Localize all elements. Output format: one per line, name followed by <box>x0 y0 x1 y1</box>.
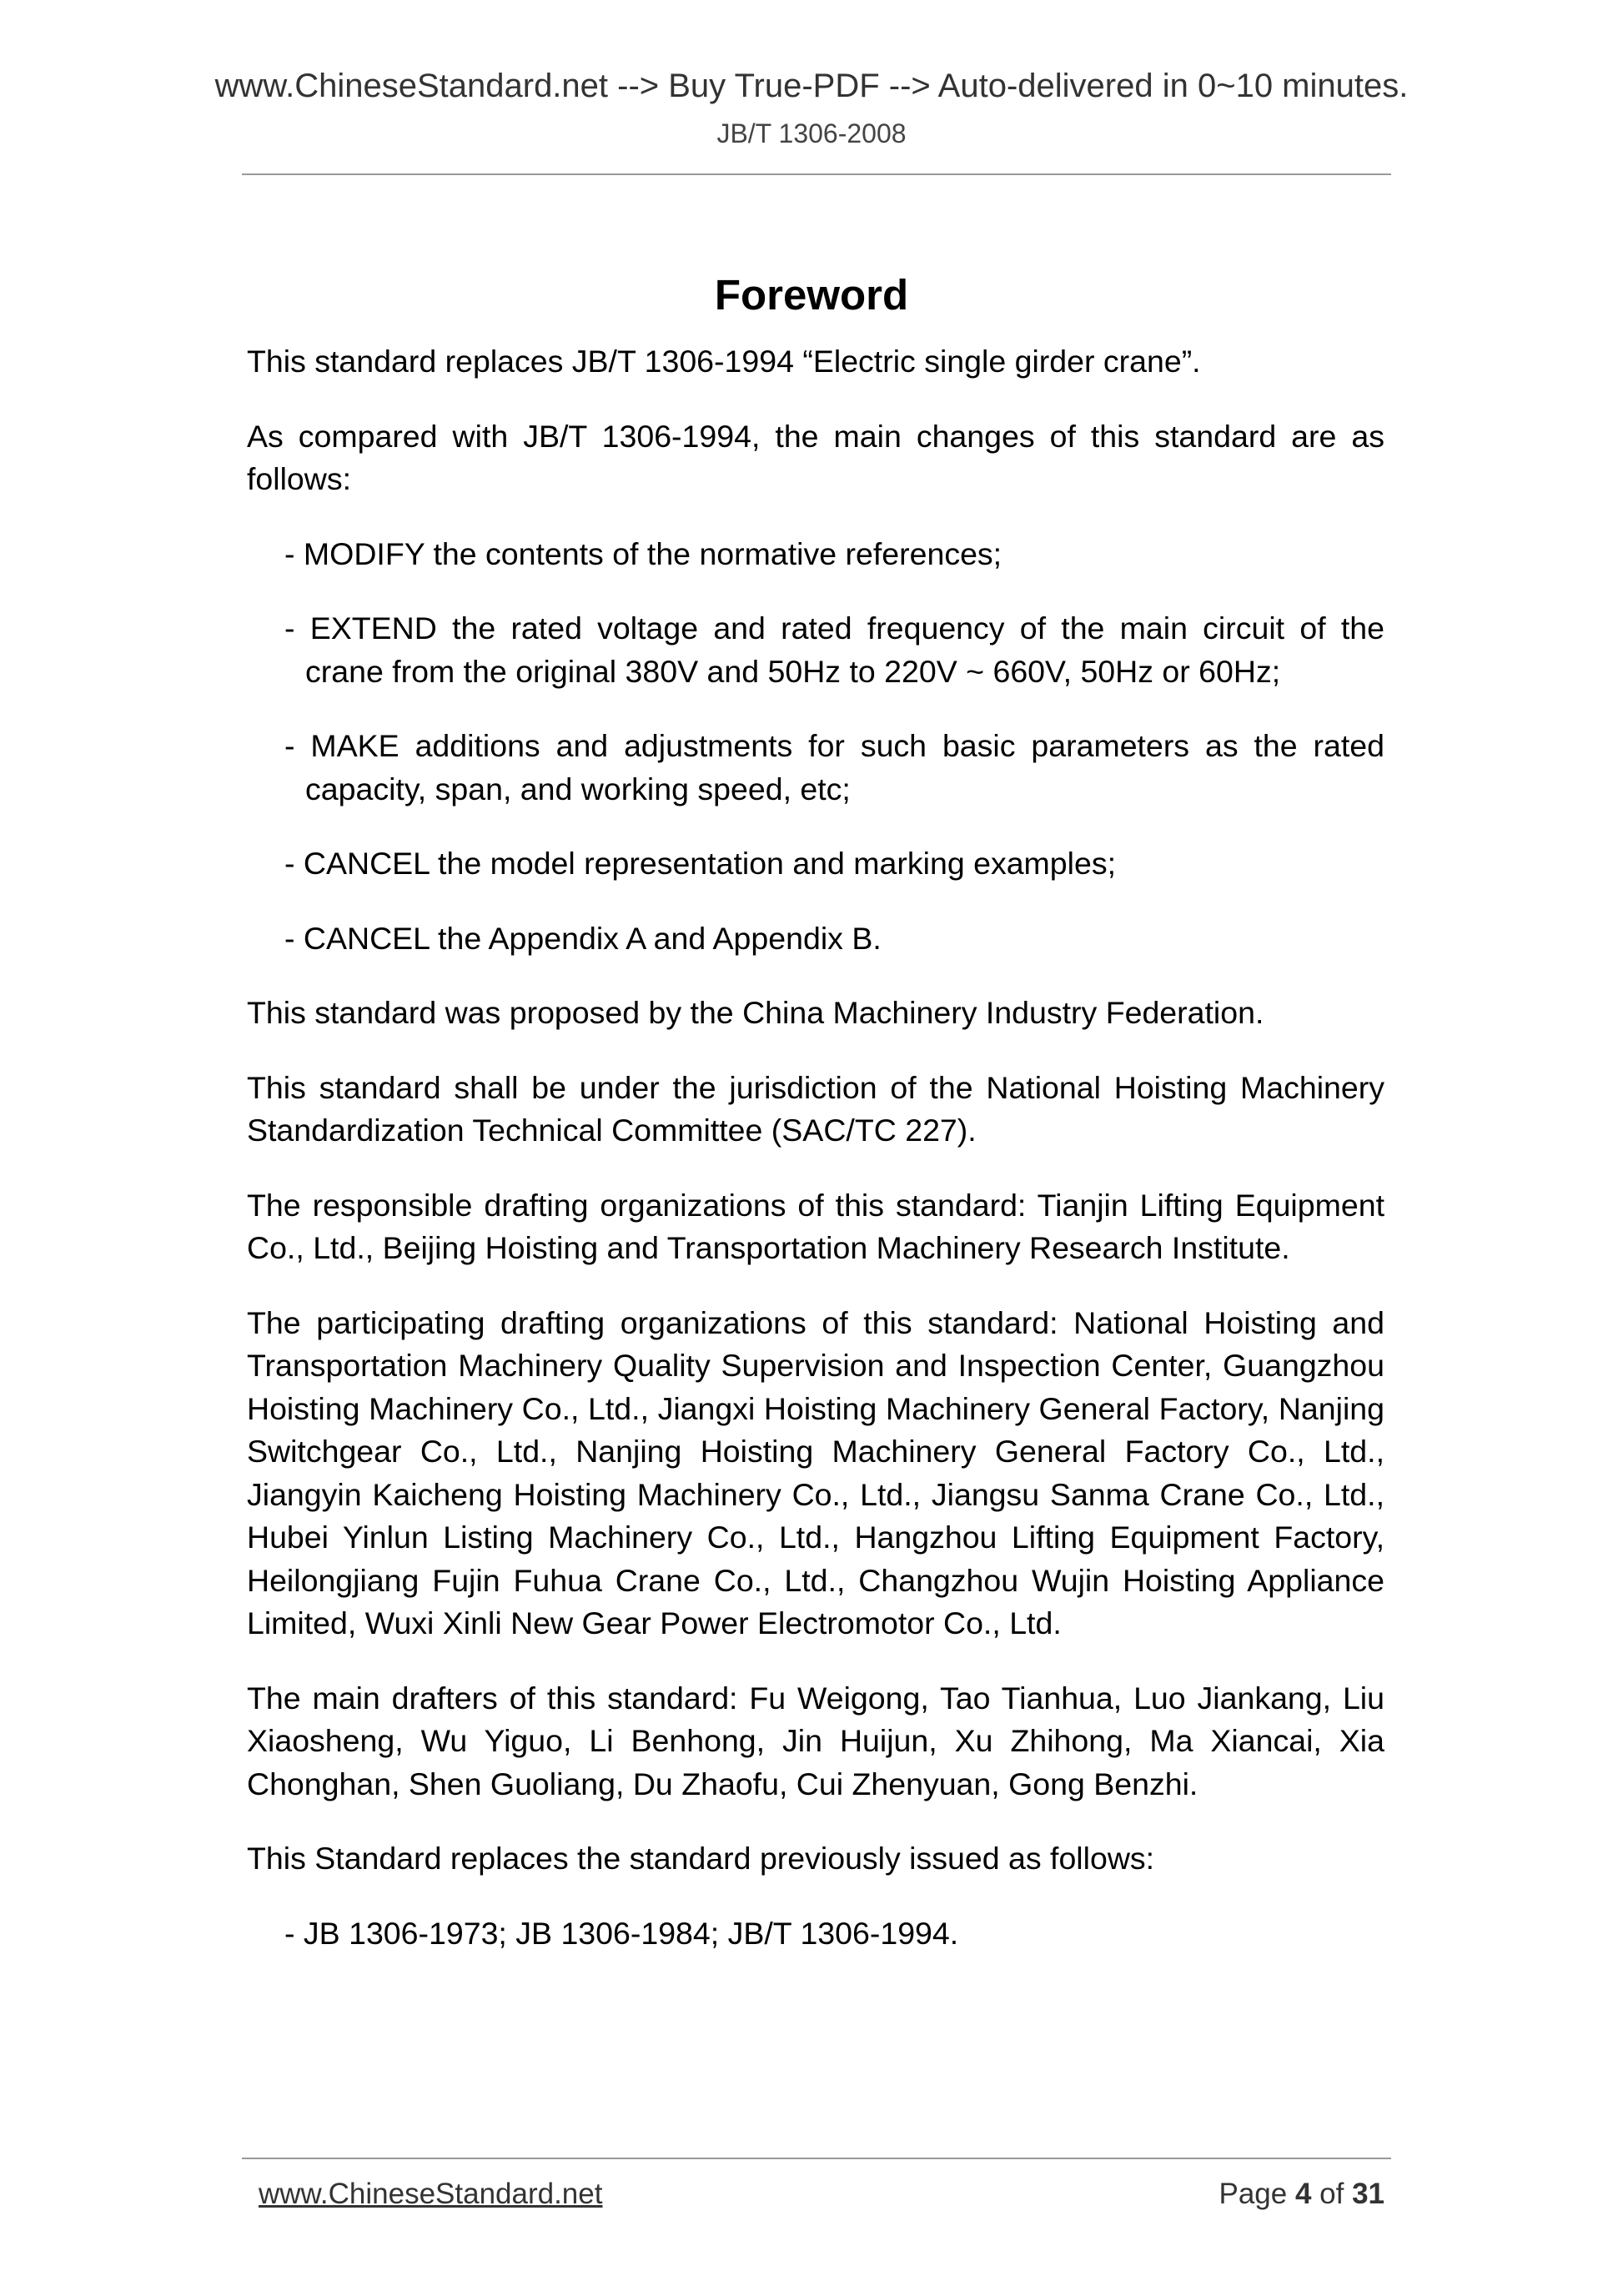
list-item-previous-issue: - JB 1306-1973; JB 1306-1984; JB/T 1306-1994. <box>284 1915 959 1951</box>
paragraph-previous-issues-intro: This Standard replaces the standard previously issued as follows: <box>247 1841 1155 1876</box>
paragraph-changes-intro: As compared with JB/T 1306-1994, the main changes of this standard are as follows: <box>247 418 1384 496</box>
paragraph-jurisdiction: This standard shall be under the jurisdiction of the National Hoisting Machinery Standardization Technical Committee (SAC/TC 227). <box>247 1069 1384 1148</box>
page-prefix: Page <box>1219 2178 1295 2210</box>
current-page: 4 <box>1294 2178 1312 2210</box>
paragraph-replaces: This standard replaces JB/T 1306-1994 “Electric single girder crane”. <box>247 344 1201 379</box>
list-item-change: - CANCEL the model representation and marking examples; <box>284 846 1117 881</box>
document-body <box>247 340 1384 1987</box>
list-item-change: - CANCEL the Appendix A and Appendix B. <box>284 920 882 956</box>
list-item-change: - EXTEND the rated voltage and rated frequency of the main circuit of the crane from the original 380V and 50Hz to 220V ~ 660V, 50Hz or 60Hz; <box>284 610 1384 689</box>
header-banner: www.ChineseStandard.net --> Buy True-PDF --> Auto-delivered in 0~10 minutes. <box>214 68 1409 104</box>
header-divider <box>242 173 1391 175</box>
page-number <box>1219 2176 1384 2213</box>
list-item-change: - MODIFY the contents of the normative references; <box>284 535 1002 571</box>
paragraph-proposed-by: This standard was proposed by the China Machinery Industry Federation. <box>247 995 1264 1030</box>
standard-code: JB/T 1306-2008 <box>716 118 907 148</box>
footer-divider <box>242 2158 1391 2159</box>
list-item-change: - MAKE additions and adjustments for such basic parameters as the rated capacity, span, and working speed, etc; <box>284 728 1384 806</box>
paragraph-main-drafters: The main drafters of this standard: Fu Weigong, Tao Tianhua, Luo Jiankang, Liu Xiaosheng, Wu Yiguo, Li Benhong, Jin Huijun, Xu Zhihong, Ma Xiancai, Xia Chonghan, Shen Guoliang, Du Zhaofu, Cui Zhenyuan, Gong Benzhi. <box>247 1680 1384 1801</box>
page-title: Foreword <box>714 271 909 319</box>
page-separator: of <box>1311 2178 1353 2210</box>
total-pages: 31 <box>1352 2178 1384 2210</box>
paragraph-participating-organizations: The participating drafting organizations of this standard: National Hoisting and Transportation Machinery Quality Supervision and Inspection Center, Guangzhou Hoisting Machinery Co., Ltd., Jiangxi Hoisting Machinery General Factory, Nanjing Switchgear Co., Ltd., Nanjing Hoisting Machinery General Factory Co., Ltd., Jiangyin Kaicheng Hoisting Machinery Co., Ltd., Jiangsu Sanma Crane Co., Ltd., Hubei Yinlun Listing Machinery Co., Ltd., Hangzhou Lifting Equipment Factory, Heilongjiang Fujin Fuhua Crane Co., Ltd., Changzhou Wujin Hoisting Appliance Limited, Wuxi Xinli New Gear Power Electromotor Co., Ltd. <box>247 1304 1384 1640</box>
paragraph-responsible-organizations: The responsible drafting organizations of this standard: Tianjin Lifting Equipment Co., Ltd., Beijing Hoisting and Transportation Machinery Research Institute. <box>247 1187 1384 1265</box>
footer-website-link[interactable]: www.ChineseStandard.net <box>259 2178 603 2210</box>
